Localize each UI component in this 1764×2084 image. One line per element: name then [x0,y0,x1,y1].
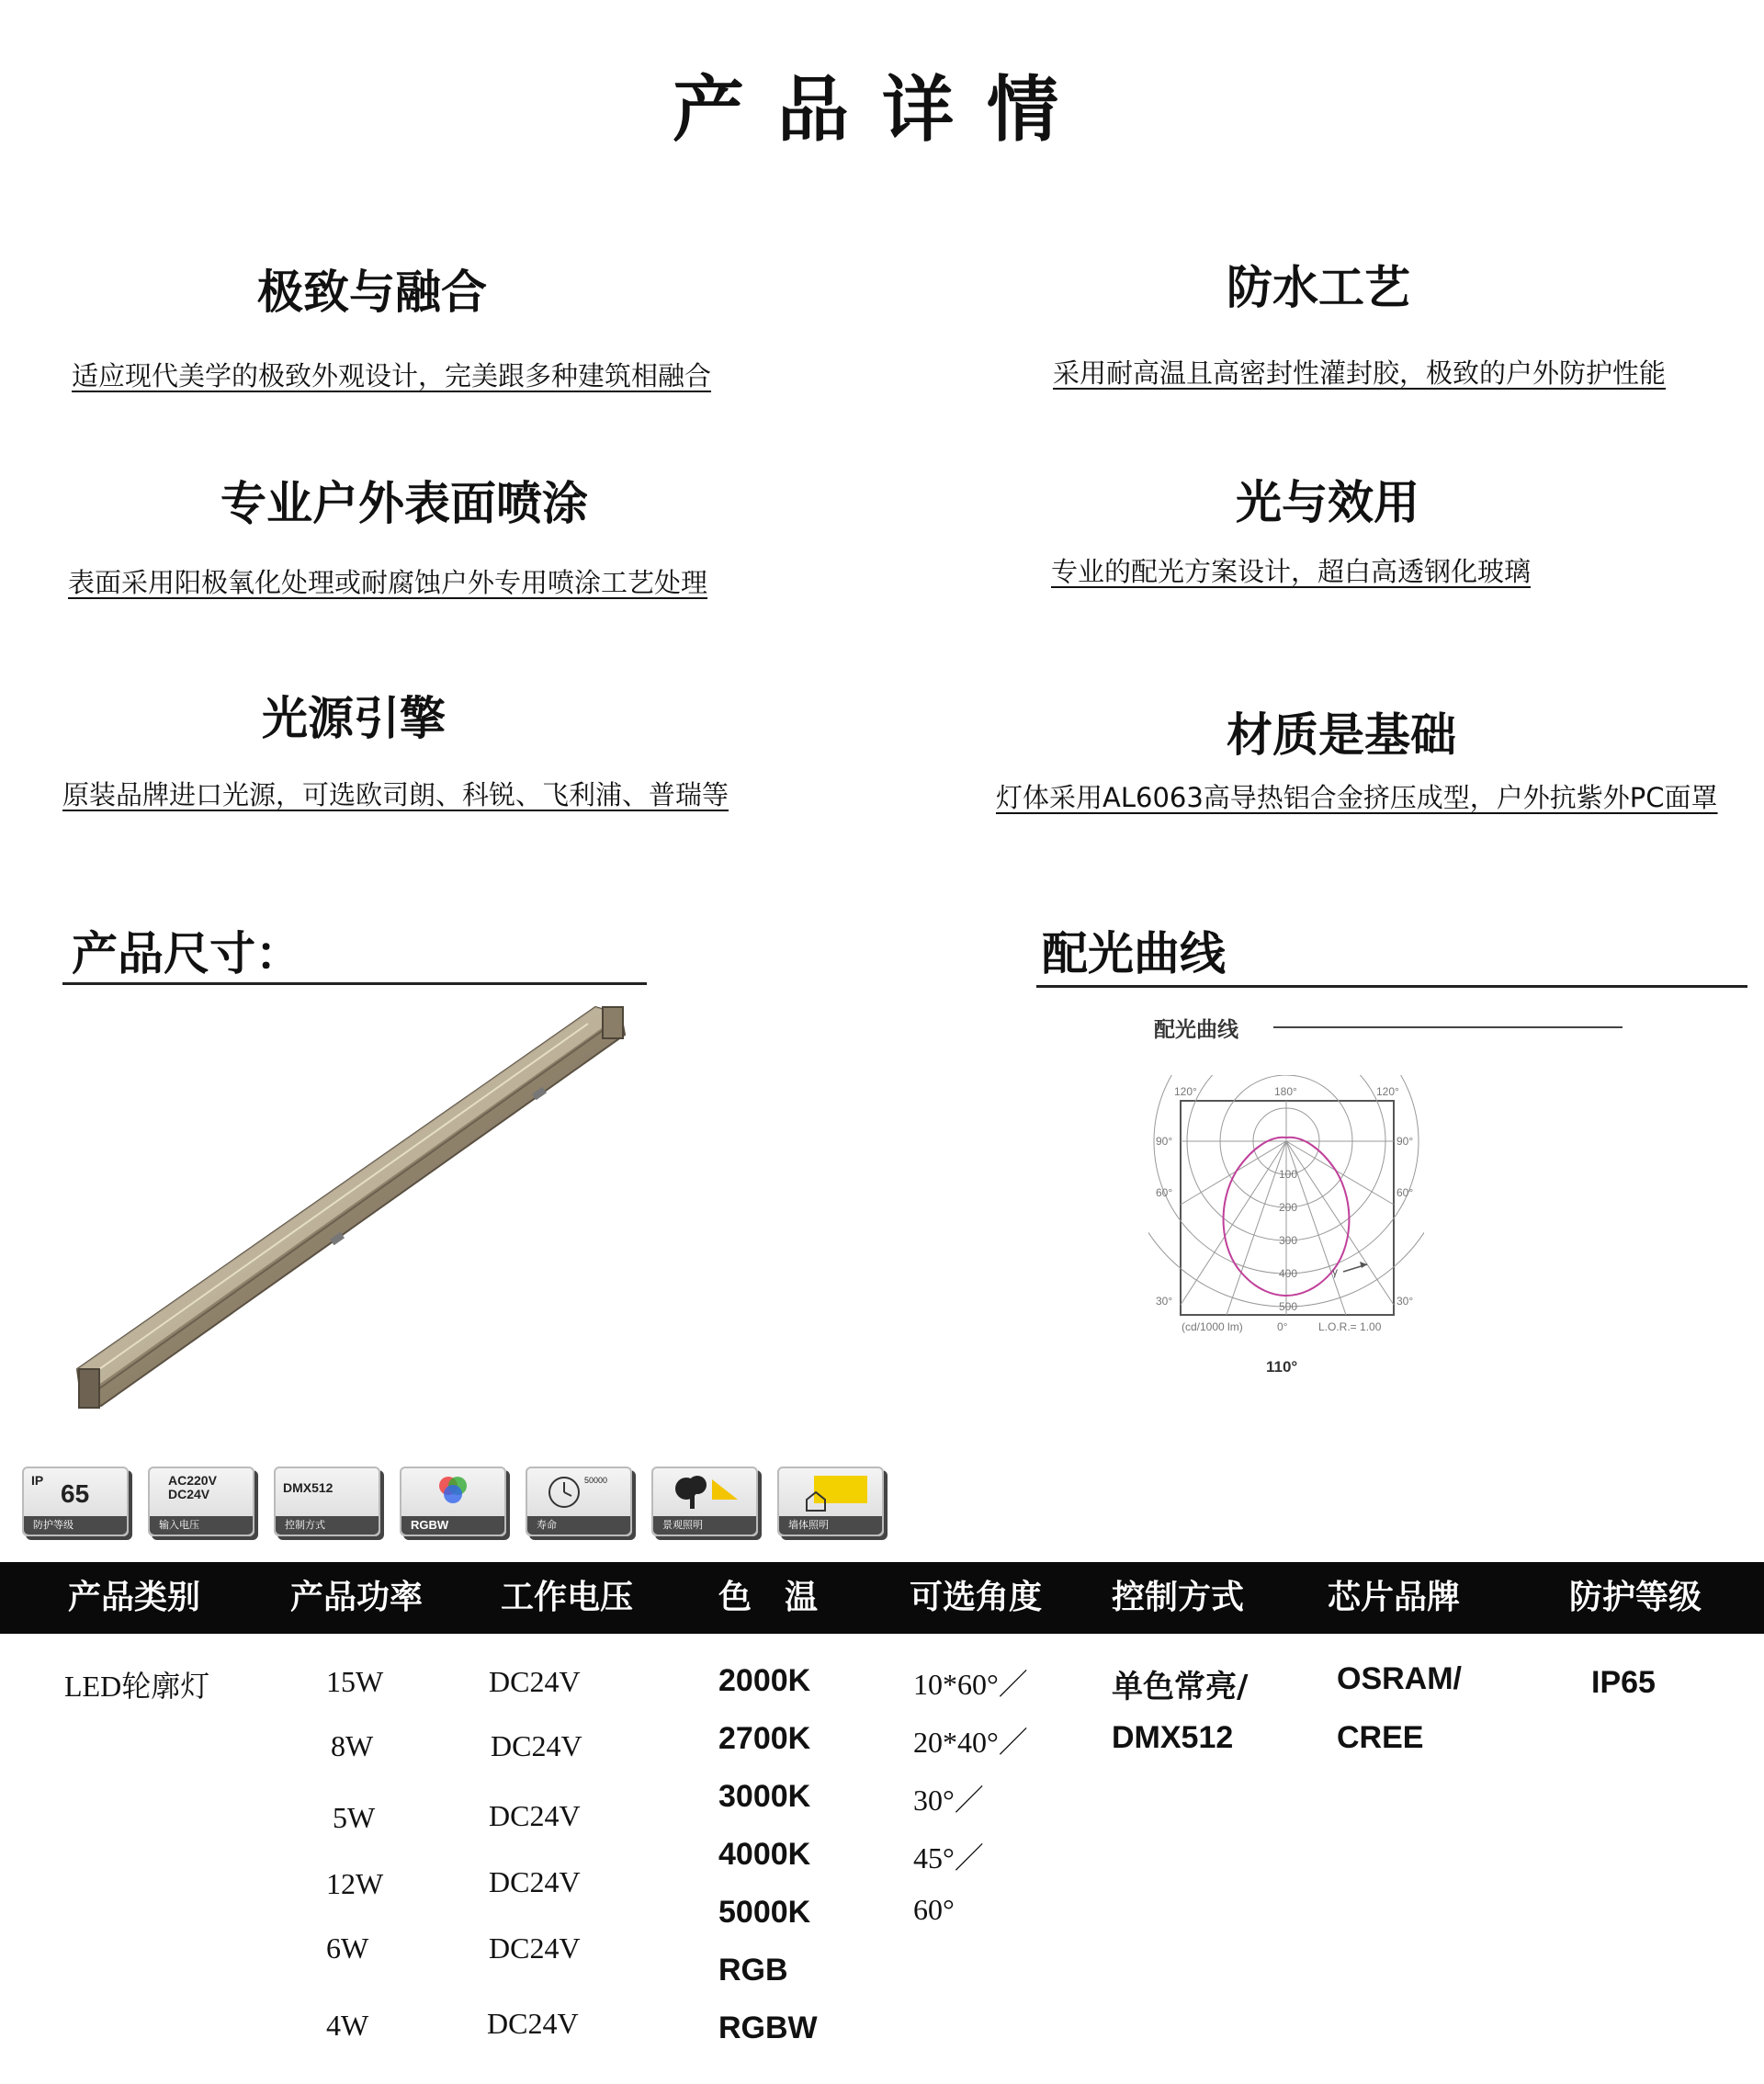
end-cap [79,1369,99,1408]
feature-desc: 灯体采用AL6063高导热铝合金挤压成型，户外抗紫外PC面罩 [996,782,1718,813]
feature-title: 光与效用 [1236,476,1419,529]
feature-title: 专业户外表面喷涂 [220,477,588,530]
cell-protection: IP65 [1591,1665,1656,1700]
radial-label: 400 [1279,1267,1298,1280]
header-chip: 芯片品牌 [1328,1579,1461,1616]
lor-label: L.O.R.= 1.00 [1318,1320,1382,1333]
cell-power: 5W [333,1801,376,1834]
product-image [74,1002,634,1415]
header-voltage: 工作电压 [501,1579,634,1616]
cell-control: 单色常亮/ [1112,1669,1249,1705]
dmx-control-icon: DMX512 控制方式 [274,1467,380,1536]
cell-angle: 60° [913,1893,955,1926]
cell-angle: 20*40°／ [913,1726,1028,1759]
divider [62,982,647,985]
cell-control: DMX512 [1112,1720,1234,1755]
feature-title: 光源引擎 [262,692,446,745]
cell-color-temp: 2700K [718,1721,811,1756]
header-power: 产品功率 [290,1579,424,1616]
end-cap [603,1007,623,1038]
cell-chip: OSRAM/ [1337,1661,1462,1696]
feature-title: 材质是基础 [1227,708,1456,762]
header-protection: 防护等级 [1569,1579,1702,1616]
cell-color-temp: RGB [718,1953,788,1988]
feature-desc: 适应现代美学的极致外观设计，完美跟多种建筑相融合 [72,360,712,391]
table-header [0,1562,1764,1634]
cell-power: 12W [326,1867,384,1900]
header-control: 控制方式 [1112,1579,1245,1616]
cell-power: 4W [326,2009,369,2042]
lamp-lens [77,1007,621,1386]
divider [1036,985,1747,988]
dimensions-title: 产品尺寸： [72,927,301,980]
angle-label: 90° [1156,1135,1173,1148]
cell-power: 6W [326,1931,369,1965]
angle-label: 60° [1156,1186,1173,1199]
cell-voltage: DC24V [489,1799,581,1832]
cell-voltage: DC24V [489,1865,581,1898]
feature-desc: 采用耐高温且高密封性灌封胶，极致的户外防护性能 [1053,357,1667,389]
cell-angle: 10*60°／ [913,1668,1028,1701]
cell-voltage: DC24V [491,1729,582,1762]
angle-label: 120° [1174,1085,1197,1098]
chart-title: 配光曲线 [1154,1018,1238,1042]
cell-voltage: DC24V [489,1665,581,1698]
zero-label: 0° [1277,1320,1288,1333]
angle-label: 60° [1396,1186,1414,1199]
angle-label: 180° [1274,1085,1297,1098]
feature-desc: 原装品牌进口光源，可选欧司朗、科锐、飞利浦、普瑞等 [62,779,729,810]
cell-voltage: DC24V [487,2007,579,2040]
unit-label: (cd/1000 lm) [1182,1320,1243,1333]
page-title: 产品详情 [672,69,1091,152]
cell-power: 15W [326,1665,384,1698]
polar-chart [1148,1075,1424,1351]
beam-angle: 110° [1266,1358,1298,1376]
ip65-icon: IP 65 防护等级 [22,1467,129,1536]
angle-label: 30° [1156,1295,1173,1308]
cell-angle: 30°／ [913,1784,984,1817]
header-category: 产品类别 [68,1579,201,1616]
cell-angle: 45°／ [913,1841,984,1874]
radial-label: 200 [1279,1201,1298,1214]
cell-color-temp: 2000K [718,1663,811,1698]
angle-label: 30° [1396,1295,1414,1308]
feature-title: 防水工艺 [1227,261,1410,314]
clock-icon: 50000 寿命 [526,1467,632,1536]
cell-power: 8W [331,1729,374,1762]
cell-color-temp: 4000K [718,1837,811,1872]
cell-color-temp: 5000K [718,1895,811,1930]
voltage-icon: AC220V DC24V 输入电压 [148,1467,254,1536]
angle-label: 120° [1376,1085,1399,1098]
cell-color-temp: RGBW [718,2010,818,2045]
feature-title: 极致与融合 [257,266,487,319]
header-color-temp: 色 温 [718,1579,819,1616]
radial-label: 300 [1279,1234,1298,1247]
feature-desc: 表面采用阳极氧化处理或耐腐蚀户外专用喷涂工艺处理 [68,567,708,598]
header-angle: 可选角度 [910,1579,1043,1616]
angle-label: 90° [1396,1135,1414,1148]
light-curve-title: 配光曲线 [1042,927,1226,980]
cell-color-temp: 3000K [718,1779,811,1814]
radial-label: 100 [1279,1168,1298,1181]
cell-voltage: DC24V [489,1931,581,1965]
gamma-label: γ [1332,1265,1338,1278]
chart-title-rule [1273,1026,1623,1028]
feature-desc: 专业的配光方案设计，超白高透钢化玻璃 [1051,556,1532,587]
landscape-lighting-icon: 景观照明 [651,1467,758,1536]
radial-label: 500 [1279,1300,1298,1313]
wall-lighting-icon: 墙体照明 [777,1467,884,1536]
cell-category: LED轮廓灯 [64,1670,210,1703]
cell-chip: CREE [1337,1720,1424,1755]
rgbw-icon: RGBW [400,1467,506,1536]
